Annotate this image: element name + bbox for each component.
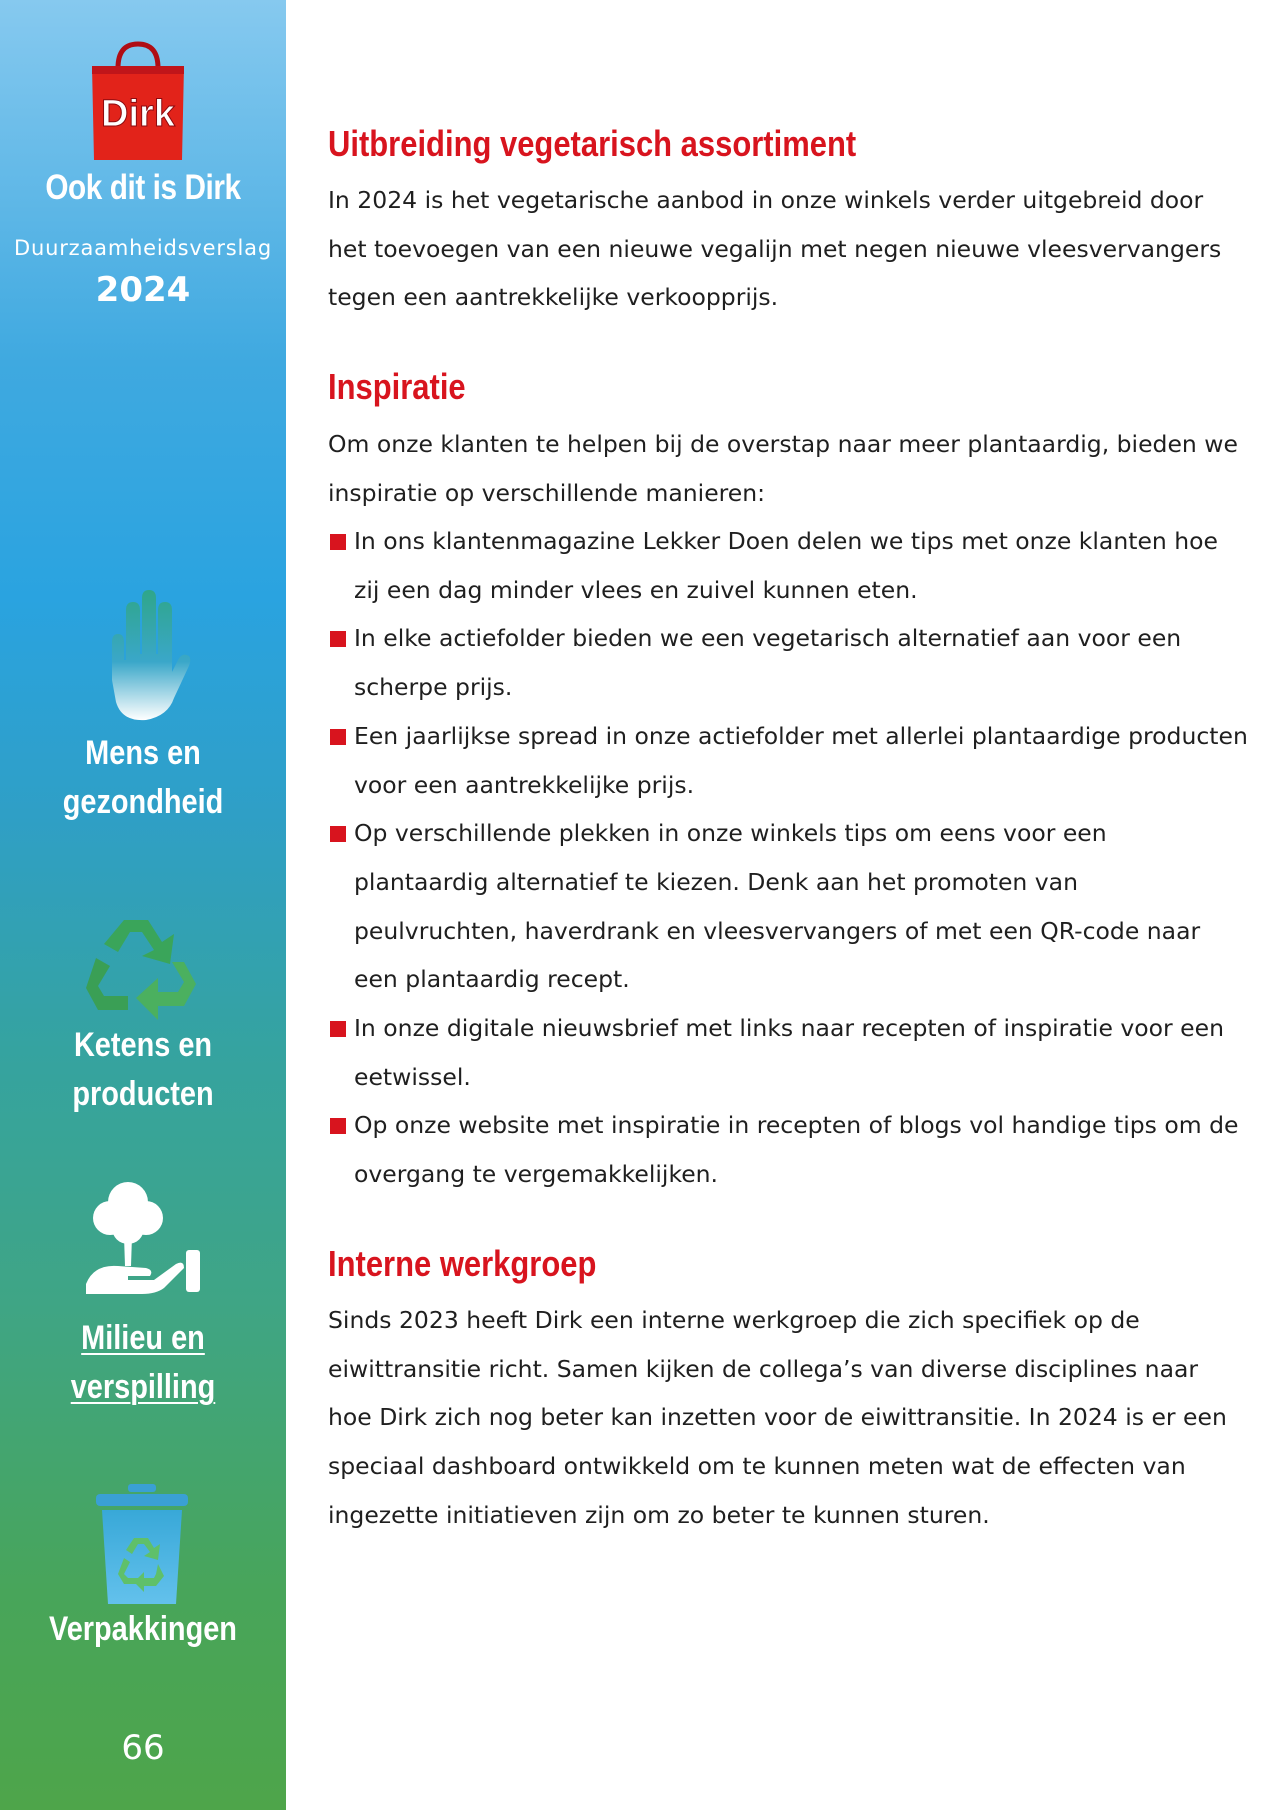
list-item-text: Een jaarlijkse spread in onze actiefolder met allerlei plantaardige producten voor een aantrekkelijke prijs. xyxy=(354,721,1248,799)
nav-label-line1: Milieu en xyxy=(81,1319,205,1357)
bullet-square-icon xyxy=(330,1021,346,1037)
heading-inspiratie: Inspiratie xyxy=(328,366,466,407)
bullet-square-icon xyxy=(330,631,346,647)
inspiratie-bullet-list xyxy=(328,517,1248,1199)
bullet-square-icon xyxy=(330,826,346,842)
report-year: 2024 xyxy=(95,270,191,310)
paragraph-inspiratie-intro: Om onze klanten te helpen bij de overstap naar meer plantaardig, bieden we inspiratie op verschillende manieren: xyxy=(328,430,1238,507)
dirk-logo-bag-icon[interactable] xyxy=(88,38,188,164)
nav-label-line2: verspilling xyxy=(70,1368,216,1406)
nav-mens-en-gezondheid[interactable] xyxy=(21,729,264,827)
brand-title: Ook dit is Dirk xyxy=(45,168,241,207)
bullet-square-icon xyxy=(330,534,346,550)
report-subtitle: Duurzaamheidsverslag xyxy=(14,236,272,260)
list-item xyxy=(328,517,1248,614)
list-item xyxy=(328,1101,1248,1198)
paragraph-interne-werkgroep: Sinds 2023 heeft Dirk een interne werkgroep die zich specifiek op de eiwittransitie richt. Samen kijken de collega’s van diverse disciplines naar hoe Dirk zich nog beter kan inzetten voor de eiwittransitie. In 2024 is er een speciaal dashboard ontwikkeld om te kunnen meten wat de effecten van ingezette initiatieven zijn om zo beter te kunnen sturen. xyxy=(328,1306,1227,1529)
nav-verpakkingen[interactable] xyxy=(21,1605,264,1654)
nav-milieu-en-verspilling[interactable] xyxy=(21,1314,264,1412)
sidebar xyxy=(0,0,286,1810)
nav-label-line1: Mens en xyxy=(85,734,201,772)
hand-icon[interactable] xyxy=(94,590,192,724)
paragraph-vegetarisch: In 2024 is het vegetarische aanbod in onze winkels verder uitgebreid door het toevoegen van een nieuwe vegalijn met negen nieuwe vleesvervangers tegen een aantrekkelijke verkoopprijs. xyxy=(328,186,1222,312)
list-item-text: Op onze website met inspiratie in recepten of blogs vol handige tips om de overgang te vergemakkelijken. xyxy=(354,1111,1239,1189)
list-item-text: In onze digitale nieuwsbrief met links naar recepten of inspiratie voor een eetwissel. xyxy=(354,1014,1224,1091)
bullet-square-icon xyxy=(330,729,346,745)
logo-text: Dirk xyxy=(101,93,175,135)
nav-label-line1: Verpakkingen xyxy=(49,1610,237,1648)
heading-interne-werkgroep: Interne werkgroep xyxy=(328,1243,597,1284)
recycle-bin-icon[interactable] xyxy=(94,1484,190,1606)
heading-uitbreiding-vegetarisch-assortiment: Uitbreiding vegetarisch assortiment xyxy=(328,123,857,164)
tree-hand-icon[interactable] xyxy=(84,1180,204,1296)
nav-label-line2: producten xyxy=(72,1075,214,1113)
list-item-text: In elke actiefolder bieden we een vegetarisch alternatief aan voor een scherpe prijs. xyxy=(354,624,1182,702)
recycle-icon[interactable] xyxy=(84,912,200,1024)
list-item-text: In ons klantenmagazine Lekker Doen delen we tips met onze klanten hoe zij een dag minder vlees en zuivel kunnen eten. xyxy=(354,527,1218,604)
nav-ketens-en-producten[interactable] xyxy=(21,1021,264,1119)
bullet-square-icon xyxy=(330,1118,346,1134)
page-number: 66 xyxy=(121,1728,165,1768)
list-item xyxy=(328,809,1248,1004)
nav-label-line2: gezondheid xyxy=(62,783,224,821)
list-item xyxy=(328,614,1248,711)
list-item xyxy=(328,1004,1248,1101)
list-item xyxy=(328,712,1248,809)
list-item-text: Op verschillende plekken in onze winkels tips om eens voor een plantaardig alternatief te kiezen. Denk aan het promoten van peulvruchten, haverdrank en vleesvervangers of met een QR-code naar een plantaardig recept. xyxy=(354,819,1201,994)
nav-label-line1: Ketens en xyxy=(73,1026,213,1064)
